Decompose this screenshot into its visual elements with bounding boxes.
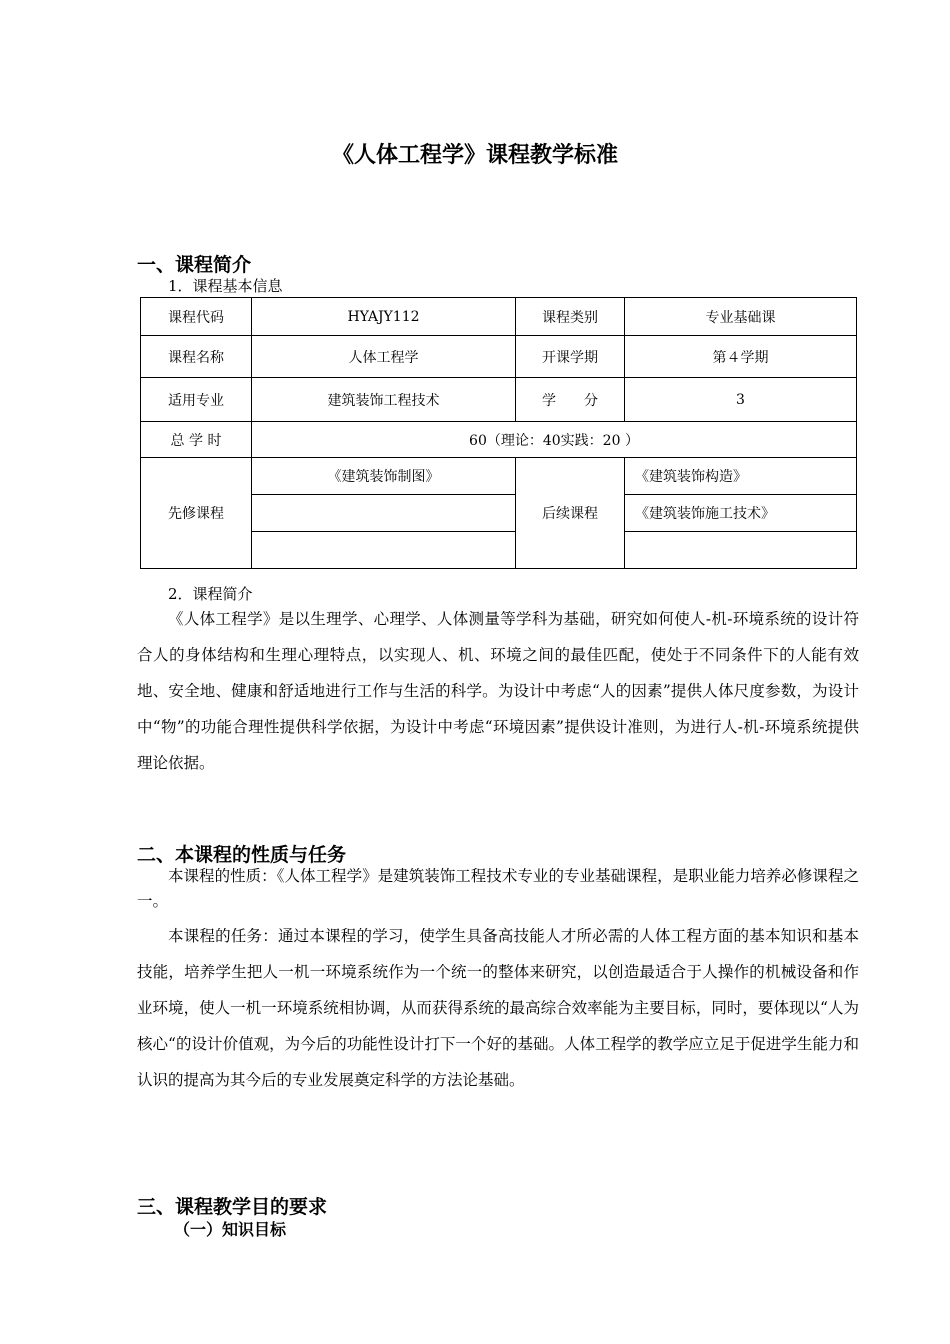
cell-label: 课程类别 bbox=[516, 298, 625, 336]
course-nature-paragraph: 本课程的性质：《人体工程学》是建筑装饰工程技术专业的专业基础课程，是职业能力培养必修课程之一。 bbox=[137, 867, 859, 910]
table-row bbox=[141, 336, 857, 378]
course-task-paragraph: 本课程的任务：通过本课程的学习，使学生具备高技能人才所必需的人体工程方面的基本知识和基本技能，培养学生把人一机一环境系统作为一个统一的整体来研究，以创造最适合于人操作的机械设备和作业环境，使人一机一环境系统相协调，从而获得系统的最高综合效率能为主要目标，同时，要体现以“人为核心“的设计价值观，为今后的功能性设计打下一个好的基础。人体工程学的教学应立足于促进学生能力和认识的提高为其今后的专业发展奠定科学的方法论基础。 bbox=[137, 927, 859, 1089]
paragraph-text: 《人体工程学》是以生理学、心理学、人体测量等学科为基础，研究如何使人-机-环境系统的设计符合人的身体结构和生理心理特点，以实现人、机、环境之间的最佳匹配，使处于不同条件下的人能有效地、安全地、健康和舒适地进行工作与生活的科学。为设计中考虑“人的因素”提供人体尺度参数，为设计中“物”的功能合理性提供科学依据，为设计中考虑“环境因素”提供设计准则，为进行人-机-环境系统提供理论依据。 bbox=[137, 610, 859, 772]
document-title: 《人体工程学》课程教学标准 bbox=[331, 143, 618, 168]
section-1-heading: 一、课程简介 bbox=[137, 254, 252, 276]
subheading-course-intro: 2．课程简介 bbox=[168, 585, 253, 603]
table-row bbox=[141, 422, 857, 458]
cell-label: 学 分 bbox=[516, 378, 625, 422]
course-intro-paragraph bbox=[137, 601, 859, 781]
table-row bbox=[141, 458, 857, 495]
cell-label: 总 学 时 bbox=[141, 422, 252, 458]
subheading-knowledge-goals: （一）知识目标 bbox=[174, 1220, 287, 1239]
cell-label: 开课学期 bbox=[516, 336, 625, 378]
cell-label: 先修课程 bbox=[141, 458, 252, 569]
cell-value: 60（理论：40实践：20 ） bbox=[252, 422, 857, 458]
follow-up-course: 《建筑装饰构造》 bbox=[625, 458, 857, 495]
table-row bbox=[141, 378, 857, 422]
cell-value: 3 bbox=[625, 378, 857, 422]
follow-up-course: 《建筑装饰施工技术》 bbox=[625, 495, 857, 532]
prerequisite-course: 《建筑装饰制图》 bbox=[252, 458, 516, 495]
section-2-heading: 二、本课程的性质与任务 bbox=[137, 844, 347, 866]
course-info-table bbox=[140, 297, 857, 569]
cell-value: 建筑装饰工程技术 bbox=[252, 378, 516, 422]
cell-value: 第４学期 bbox=[625, 336, 857, 378]
prerequisite-course bbox=[252, 495, 516, 532]
cell-label: 课程名称 bbox=[141, 336, 252, 378]
follow-up-course bbox=[625, 532, 857, 569]
cell-label: 后续课程 bbox=[516, 458, 625, 569]
nature-task-paragraphs bbox=[137, 864, 859, 1098]
prerequisite-course bbox=[252, 532, 516, 569]
cell-value: 人体工程学 bbox=[252, 336, 516, 378]
cell-label: 适用专业 bbox=[141, 378, 252, 422]
cell-value: 专业基础课 bbox=[625, 298, 857, 336]
section-3-heading: 三、课程教学目的要求 bbox=[137, 1196, 328, 1218]
table-row bbox=[141, 298, 857, 336]
cell-label: 课程代码 bbox=[141, 298, 252, 336]
subheading-basic-info: 1．课程基本信息 bbox=[168, 277, 283, 295]
cell-value: HYAJY112 bbox=[252, 298, 516, 336]
